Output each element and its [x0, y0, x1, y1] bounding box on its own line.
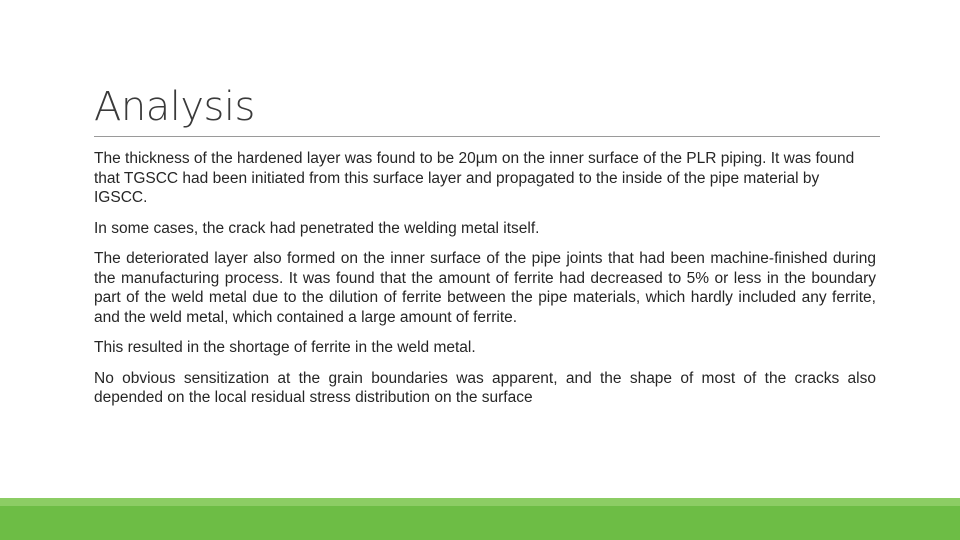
paragraph-ferrite-shortage: This resulted in the shortage of ferrite in the weld metal.	[94, 339, 476, 356]
footer-accent-highlight	[0, 498, 960, 506]
slide-title: Analysis	[94, 84, 255, 130]
paragraph-hardened-layer: The thickness of the hardened layer was found to be 20µm on the inner surface of the PLR piping. It was found that TGSCC had been initiated from this surface layer and propagated to the inside of the pipe material by IGSCC.	[94, 150, 855, 206]
paragraph-crack-penetration: In some cases, the crack had penetrated the welding metal itself.	[94, 219, 540, 237]
slide-body	[94, 149, 876, 419]
paragraph-sensitization: No obvious sensitization at the grain boundaries was apparent, and the shape of most of the cracks also depended on the local residual stress distribution on the surface	[94, 369, 876, 406]
paragraph-deteriorated-layer: The deteriorated layer also formed on the inner surface of the pipe joints that had been machine-finished during the manufacturing process. It was found that the amount of ferrite had decreased to 5% or less in the boundary part of the weld metal due to the dilution of ferrite between the pipe materials, which hardly included any ferrite, and the weld metal, which contained a large amount of ferrite.	[94, 250, 876, 326]
title-divider	[94, 136, 880, 137]
